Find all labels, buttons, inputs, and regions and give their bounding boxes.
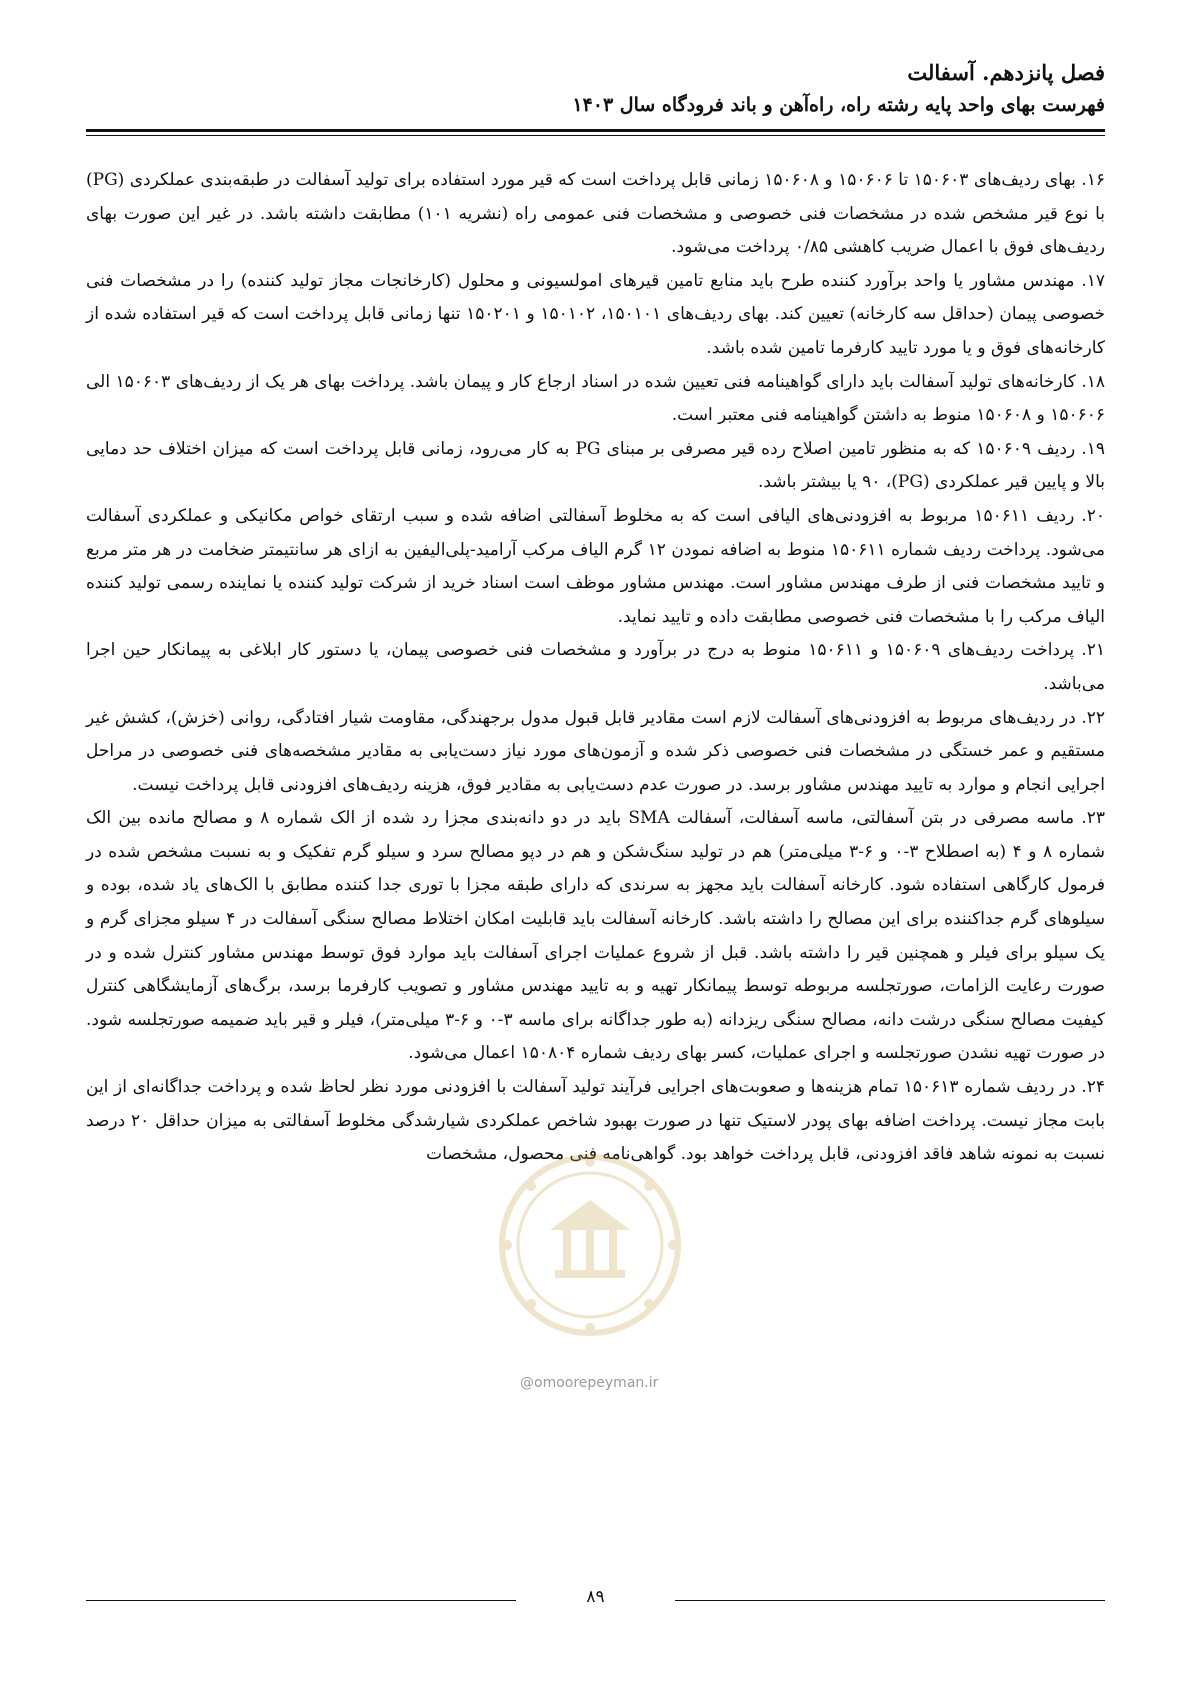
header-rule-thick xyxy=(86,129,1105,132)
clause-24: ۲۴. در ردیف شماره ۱۵۰۶۱۳ تمام هزینه‌ها و صعوبت‌های اجرایی فرآیند تولید آسفالت با افزودنی مورد نظر لحاظ شده و پرداخت جداگانه‌ای از این بابت مجاز نیست. پرداخت اضافه بهای پودر لاستیک تنها در صورت بهبود شاخص عملکردی شیارشدگی مخلوط آسفالتی به میزان حداقل ۲۰ درصد نسبت به نمونه شاهد فاقد افزودنی، قابل پرداخت خواهد بود. گواهی‌نامه فنی محصول، مشخصات xyxy=(86,1077,1106,1165)
seal-logo-icon xyxy=(495,1150,685,1340)
header-rule-thin xyxy=(86,135,1105,136)
clause-20: ۲۰. ردیف ۱۵۰۶۱۱ مربوط به افزودنی‌های الیافی است که به مخلوط آسفالتی اضافه شده و سبب ارتقای خواص مکانیکی و عملکردی آسفالت می‌شود. پرداخت ردیف شماره ۱۵۰۶۱۱ منوط به اضافه نمودن ۱۲ گرم الیاف مرکب آرامید-پلی‌الیفین به ازای هر سانتیمتر ضخامت در هر متر مربع و تایید مشخصات فنی از طرف مهندس مشاور است. مهندس مشاور موظف است اسناد خرید از شرکت تولید کننده یا نماینده رسمی تولید کننده الیاف مرکب را با مشخصات فنی خصوصی مطابقت داده و تایید نماید. xyxy=(86,505,1106,627)
clause-21: ۲۱. پرداخت ردیف‌های ۱۵۰۶۰۹ و ۱۵۰۶۱۱ منوط به درج در برآورد و مشخصات فنی خصوصی پیمان، یا دستور کار ابلاغی به پیمانکار حین اجرا می‌باشد. xyxy=(86,640,1106,694)
clause-19: ۱۹. ردیف ۱۵۰۶۰۹ که به منظور تامین اصلاح رده قیر مصرفی بر مبنای PG به کار می‌رود، زمانی قابل پرداخت است که میزان اختلاف حد دمایی بالا و پایین قیر عملکردی (PG)، ۹۰ یا بیشتر باشد. xyxy=(86,438,1106,493)
clause-18: ۱۸. کارخانه‌های تولید آسفالت باید دارای گواهینامه فنی تعیین شده در اسناد ارجاع کار و پیمان باشد. پرداخت بهای هر یک از ردیف‌های ۱۵۰۶۰۳ الی ۱۵۰۶۰۶ و ۱۵۰۶۰۸ منوط به داشتن گواهینامه فنی معتبر است. xyxy=(86,371,1106,426)
footer-rule-right xyxy=(675,1600,1105,1601)
page-number: ۸۹ xyxy=(586,1587,605,1607)
page-footer xyxy=(86,1582,1105,1612)
clause-17: ۱۷. مهندس مشاور یا واحد برآورد کننده طرح باید منابع تامین قیرهای امولسیونی و محلول (کارخانجات مجاز تولید کننده) را در مشخصات فنی خصوصی پیمان (حداقل سه کارخانه) تعیین کند. بهای ردیف‌های ۱۵۰۱۰۱، ۱۵۰۱۰۲ و ۱۵۰۲۰۱ تنها زمانی قابل پرداخت است که قیر استفاده شده از کارخانه‌های فوق و یا مورد تایید کارفرما تامین شده باشد. xyxy=(86,270,1105,358)
clause-16: ۱۶. بهای ردیف‌های ۱۵۰۶۰۳ تا ۱۵۰۶۰۶ و ۱۵۰۶۰۸ زمانی قابل پرداخت است که قیر مورد استفاده برای تولید آسفالت در طبقه‌بندی عملکردی (PG) با نوع قیر مشخص شده در مشخصات فنی خصوصی و مشخصات فنی عمومی راه (نشریه ۱۰۱) مطابقت داشته باشد. در غیر این صورت بهای ردیف‌های فوق با اعمال ضریب کاهشی ۰/۸۵ پرداخت می‌شود. xyxy=(86,170,1106,258)
body-content xyxy=(86,164,1105,1172)
page-header xyxy=(130,58,1105,120)
clause-23: ۲۳. ماسه مصرفی در بتن آسفالتی، ماسه آسفالت، آسفالت SMA باید در دو دانه‌بندی مجزا رد شده از الک شماره ۸ و مصالح مانده بین الک شماره ۸ و ۴ (به اصطلاح ۳-۰ و ۶-۳ میلی‌متر) هم در تولید سنگ‌شکن و هم در دپو مصالح سرد و سیلو گرم تفکیک و به نسبت مشخص شده در فرمول کارگاهی استفاده شود. کارخانه آسفالت باید مجهز به سرندی که دارای طبقه مجزا با توری جدا کننده مطابق با الک‌های یاد شده، بوده و سیلوهای گرم جداکننده برای این مصالح را داشته باشد. کارخانه آسفالت باید قابلیت امکان اختلاط مصالح سنگی آسفالت در ۴ سیلو مجزای گرم و یک سیلو برای فیلر و همچنین قیر را داشته باشد. قبل از شروع عملیات اجرای آسفالت باید موارد فوق توسط مهندس مشاور کنترل شده و در صورت رعایت الزامات، صورتجلسه مربوطه توسط پیمانکار تهیه و به تایید مهندس مشاور و تصویب کارفرما برسد، برگ‌های آزمایشگاهی کنترل کیفیت مصالح سنگی درشت دانه، مصالح سنگی ریزدانه (به طور جداگانه برای ماسه ۳-۰ و ۶-۳ میلی‌متر)، فیلر و قیر باید ضمیمه صورتجلسه شود. در صورت تهیه نشدن صورتجلسه و اجرای عملیات، کسر بهای ردیف شماره ۱۵۰۸۰۴ اعمال می‌شود. xyxy=(86,808,1106,1064)
clause-22: ۲۲. در ردیف‌های مربوط به افزودنی‌های آسفالت لازم است مقادیر قابل قبول مدول برجهندگی، مقاومت شیار افتادگی، روانی (خزش)، کشش غیر مستقیم و عمر خستگی در مشخصات فنی خصوصی ذکر شده و آزمون‌های مورد نیاز دست‌یابی به مقادیر مشخصه‌های فنی خصوصی در مراحل اجرایی انجام و موارد به تایید مهندس مشاور برسد. در صورت عدم دست‌یابی به مقادیر فوق، هزینه ردیف‌های افزودنی قابل پرداخت نیست. xyxy=(86,707,1105,795)
document-subtitle: فهرست بهای واحد پایه رشته راه، راه‌آهن و باند فرودگاه سال ۱۴۰۳ xyxy=(572,94,1105,116)
watermark-text: @omoorepeyman.ir xyxy=(520,1375,659,1391)
chapter-title: فصل پانزدهم. آسفالت xyxy=(907,60,1105,85)
